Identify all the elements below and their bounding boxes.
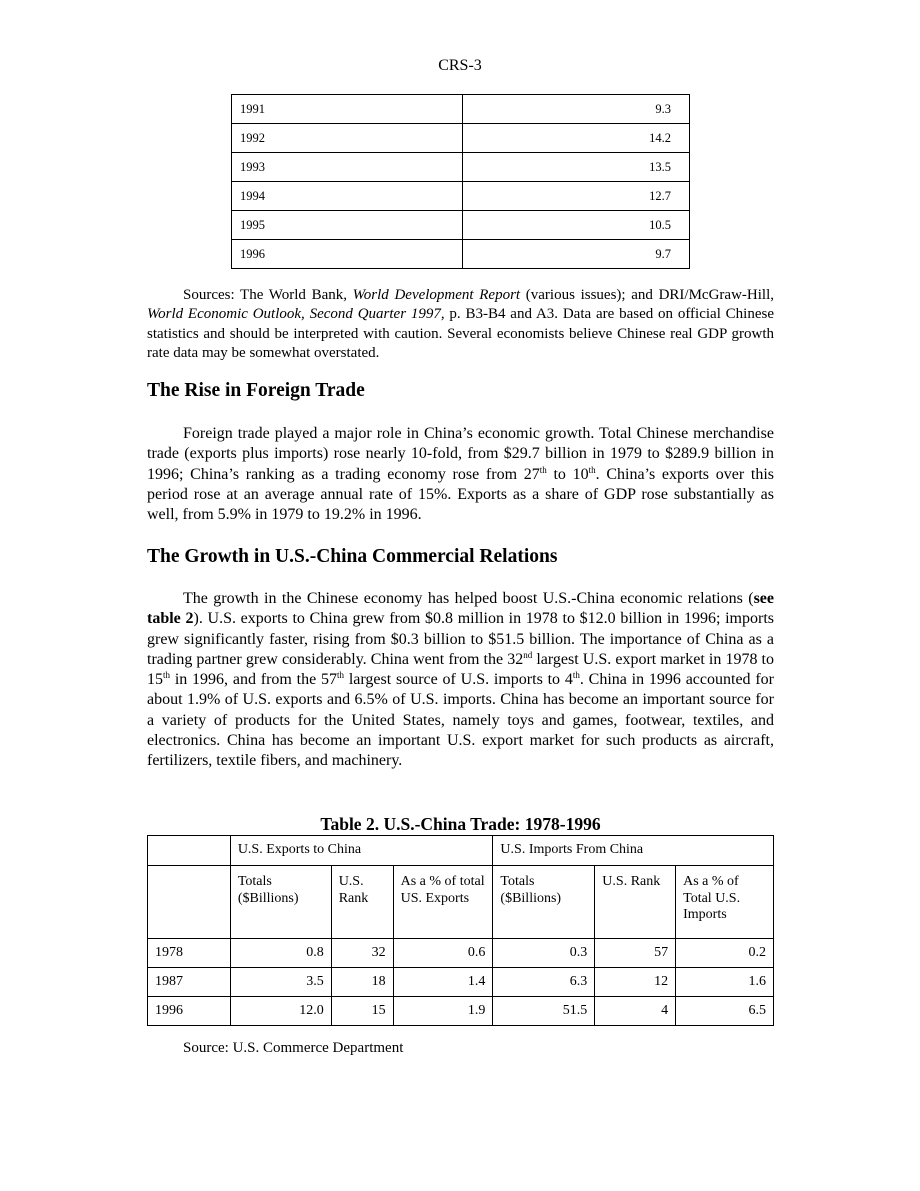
value-cell: 1.4 — [393, 968, 493, 997]
value-cell: 12.0 — [230, 997, 331, 1026]
superscript: th — [337, 670, 345, 681]
column-header: Totals ($Billions) — [493, 866, 595, 939]
sources-text: Sources: The World Bank, — [183, 287, 353, 303]
paragraph-text: Foreign trade played a major role in China’s economic growth. Total Chinese merchandise trade (exports plus imports) rose nearly 10-fold, from $29.7 billion in 1979 to $289.9 billion in 1996; China’s ranking as a trading economy rose from 27 — [147, 425, 774, 483]
year-cell: 1995 — [232, 211, 463, 240]
value-cell: 0.2 — [676, 939, 774, 968]
commercial-relations-paragraph — [147, 589, 774, 772]
gdp-growth-table — [231, 94, 690, 269]
sources-title: World Economic Outlook, Second Quarter 1997, — [147, 306, 445, 323]
paragraph-text: . China’s exports over this period rose at an average annual rate of 15%. Exports as a share of GDP rose substantially as well, from 5.9% in 1979 to 19.2% in 1996. — [147, 465, 774, 524]
table-reference: see table 2 — [147, 590, 774, 628]
value-cell: 9.3 — [463, 95, 690, 124]
foreign-trade-paragraph — [147, 424, 774, 525]
empty-cell — [148, 866, 231, 939]
table-row — [148, 939, 774, 968]
value-cell: 12.7 — [463, 182, 690, 211]
superscript: th — [588, 464, 596, 475]
year-cell: 1978 — [148, 939, 231, 968]
value-cell: 4 — [595, 997, 676, 1026]
table-row — [232, 211, 690, 240]
table-row — [232, 124, 690, 153]
value-cell: 0.6 — [393, 939, 493, 968]
empty-cell — [148, 836, 231, 866]
superscript: nd — [523, 649, 533, 660]
value-cell: 57 — [595, 939, 676, 968]
group-header-exports: U.S. Exports to China — [230, 836, 493, 866]
table-row — [148, 968, 774, 997]
year-cell: 1987 — [148, 968, 231, 997]
sources-text: p. B3-B4 and A3. Data are based on official Chinese statistics and should be interpreted with caution. Several economists believe Chinese real GDP growth rate data may be somewhat overstated. — [147, 306, 775, 361]
column-header: U.S. Rank — [595, 866, 676, 939]
superscript: th — [163, 670, 171, 681]
year-cell: 1993 — [232, 153, 463, 182]
column-header: As a % of total US. Exports — [393, 866, 493, 939]
value-cell: 10.5 — [463, 211, 690, 240]
column-header: Totals ($Billions) — [230, 866, 331, 939]
year-cell: 1994 — [232, 182, 463, 211]
value-cell: 3.5 — [230, 968, 331, 997]
paragraph-text: largest source of U.S. imports to 4 — [344, 671, 573, 689]
column-header: U.S. Rank — [331, 866, 393, 939]
table-row — [232, 182, 690, 211]
gdp-sources-note — [147, 286, 774, 363]
us-china-trade-table — [147, 835, 774, 1026]
section-heading-foreign-trade: The Rise in Foreign Trade — [147, 380, 365, 401]
table-column-header-row — [148, 866, 774, 939]
section-heading-commercial-relations: The Growth in U.S.-China Commercial Relations — [147, 546, 558, 567]
value-cell: 15 — [331, 997, 393, 1026]
value-cell: 12 — [595, 968, 676, 997]
paragraph-text: to 10 — [546, 465, 589, 483]
paragraph-text: largest U.S. export market in 1978 to 15 — [147, 650, 774, 689]
table-source-note: Source: U.S. Commerce Department — [183, 1040, 404, 1056]
paragraph-text: in 1996, and from the 57 — [170, 671, 337, 689]
value-cell: 13.5 — [463, 153, 690, 182]
group-header-imports: U.S. Imports From China — [493, 836, 774, 866]
value-cell: 1.6 — [676, 968, 774, 997]
paragraph-text: ). U.S. exports to China grew from $0.8 million in 1978 to $12.0 billion in 1996; imports grew significantly faster, rising from $0.3 billion to $51.5 billion. The importance of China as a trading partner grew considerably. China went from the 32 — [147, 610, 775, 668]
year-cell: 1991 — [232, 95, 463, 124]
value-cell: 18 — [331, 968, 393, 997]
value-cell: 6.3 — [493, 968, 595, 997]
value-cell: 9.7 — [463, 240, 690, 269]
table-row — [148, 997, 774, 1026]
table-row — [232, 95, 690, 124]
value-cell: 51.5 — [493, 997, 595, 1026]
paragraph-text: . China in 1996 accounted for about 1.9% of U.S. exports and 6.5% of U.S. imports. China has become an important source for a variety of products for the United States, namely toys and games, footwear, textiles, and electronics. China has become an important U.S. export market for such products as aircraft, fertilizers, textile fibers, and machinery. — [147, 671, 774, 770]
superscript: th — [572, 670, 580, 681]
value-cell: 0.8 — [230, 939, 331, 968]
value-cell: 1.9 — [393, 997, 493, 1026]
table-row — [232, 153, 690, 182]
value-cell: 32 — [331, 939, 393, 968]
table-title: Table 2. U.S.-China Trade: 1978-1996 — [320, 814, 601, 834]
page-header: CRS-3 — [438, 57, 482, 74]
year-cell: 1996 — [148, 997, 231, 1026]
value-cell: 0.3 — [493, 939, 595, 968]
superscript: th — [539, 464, 547, 475]
table-group-header-row — [148, 836, 774, 866]
table-row — [232, 240, 690, 269]
year-cell: 1992 — [232, 124, 463, 153]
column-header: As a % of Total U.S. Imports — [676, 866, 774, 939]
year-cell: 1996 — [232, 240, 463, 269]
value-cell: 6.5 — [676, 997, 774, 1026]
value-cell: 14.2 — [463, 124, 690, 153]
sources-title: World Development Report — [352, 287, 521, 303]
paragraph-text: The growth in the Chinese economy has helped boost U.S.-China economic relations ( — [183, 590, 754, 607]
sources-text: (various issues); and DRI/McGraw-Hill, — [520, 287, 774, 303]
